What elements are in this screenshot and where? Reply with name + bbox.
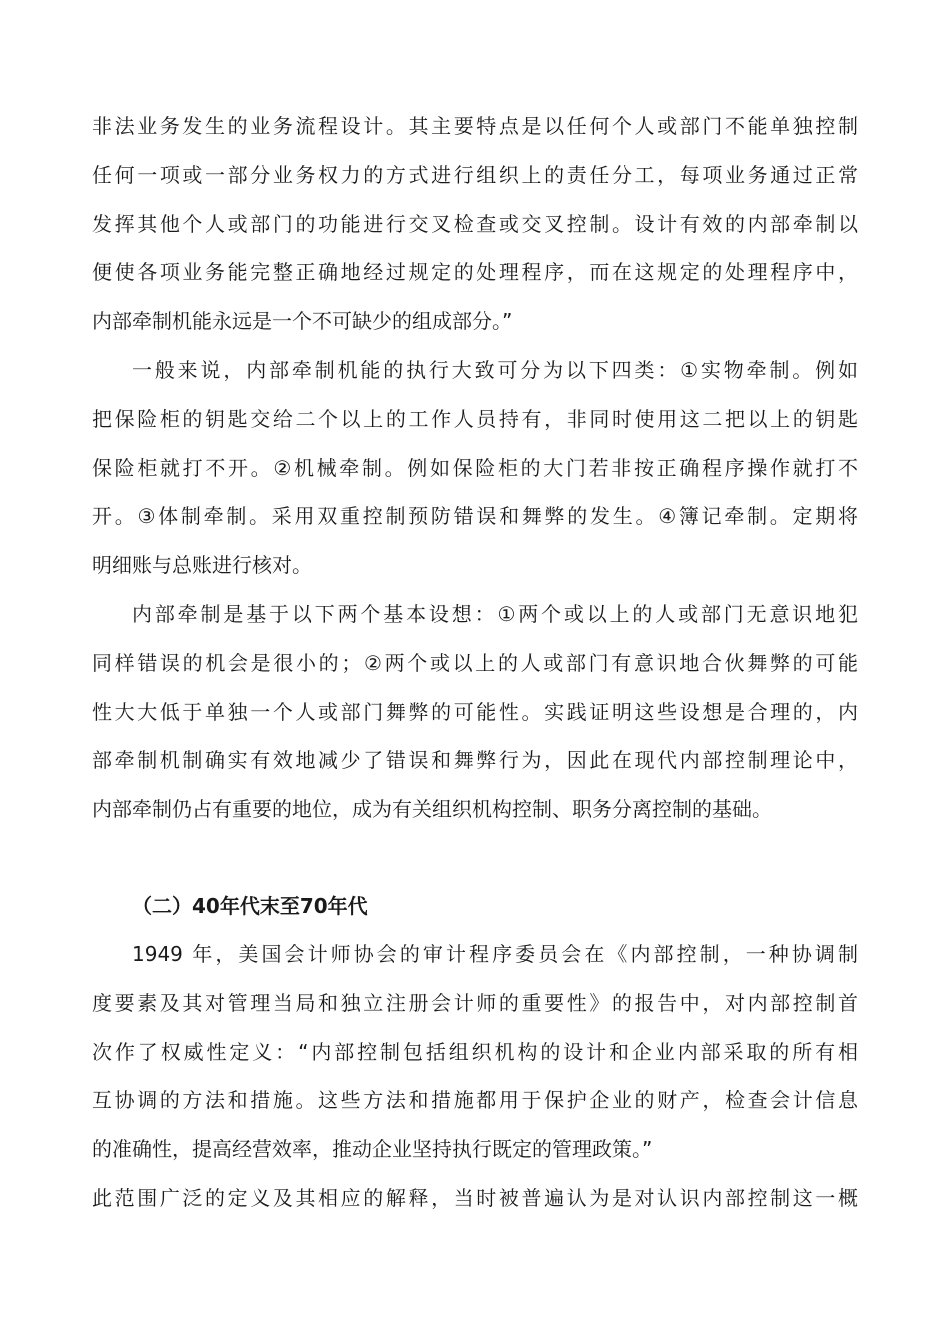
text-line: 次作了权威性定义：“内部控制包括组织机构的设计和企业内部采取的所有相 [92, 1039, 858, 1064]
text-line: 互协调的方法和措施。这些方法和措施都用于保护企业的财产，检查会计信息 [92, 1088, 858, 1113]
text-line: 任何一项或一部分业务权力的方式进行组织上的责任分工，每项业务通过正常 [92, 162, 858, 187]
text-line: 把保险柜的钥匙交给二个以上的工作人员持有，非同时使用这二把以上的钥匙 [92, 406, 858, 431]
text-line: 同样错误的机会是很小的；②两个或以上的人或部门有意识地合伙舞弊的可能 [92, 650, 858, 675]
text-line: 一般来说，内部牵制机能的执行大致可分为以下四类：①实物牵制。例如 [132, 357, 858, 382]
text-line: 内部牵制仍占有重要的地位，成为有关组织机构控制、职务分离控制的基础。 [92, 797, 772, 822]
text-line: 发挥其他个人或部门的功能进行交叉检查或交叉控制。设计有效的内部牵制以 [92, 211, 858, 236]
text-line: 明细账与总账进行核对。 [92, 553, 312, 578]
text-line: 内部牵制是基于以下两个基本设想：①两个或以上的人或部门无意识地犯 [132, 601, 858, 626]
paragraph-internal-check-definition [92, 102, 858, 346]
text-line: 内部牵制机能永远是一个不可缺少的组成部分。” [92, 309, 513, 334]
text-line: 的准确性，提高经营效率，推动企业坚持执行既定的管理政策。” [92, 1137, 653, 1162]
document-page [92, 102, 858, 1223]
text-line: 度要素及其对管理当局和独立注册会计师的重要性》的报告中，对内部控制首 [92, 990, 858, 1015]
paragraph-1949-definition [92, 930, 858, 1174]
text-line: 便使各项业务能完整正确地经过规定的处理程序，而在这规定的处理程序中， [92, 260, 858, 285]
paragraph-broad-definition [92, 1174, 858, 1223]
text-line: 非法业务发生的业务流程设计。其主要特点是以任何个人或部门不能单独控制 [92, 114, 858, 138]
section-heading: （二）40年代末至70年代 [132, 893, 368, 918]
text-line: 性大大低于单独一个人或部门舞弊的可能性。实践证明这些设想是合理的，内 [92, 699, 858, 724]
paragraph-four-types [92, 346, 858, 590]
text-line: 部牵制机制确实有效地减少了错误和舞弊行为，因此在现代内部控制理论中， [92, 748, 858, 773]
paragraph-basic-assumptions [92, 590, 858, 834]
text-line: 保险柜就打不开。②机械牵制。例如保险柜的大门若非按正确程序操作就打不 [92, 455, 858, 480]
section-spacer [92, 834, 858, 882]
text-line: 此范围广泛的定义及其相应的解释，当时被普遍认为是对认识内部控制这一概 [92, 1185, 858, 1210]
text-line: 1949 年，美国会计师协会的审计程序委员会在《内部控制，一种协调制 [132, 941, 858, 966]
text-line: 开。③体制牵制。采用双重控制预防错误和舞弊的发生。④簿记牵制。定期将 [92, 504, 858, 529]
